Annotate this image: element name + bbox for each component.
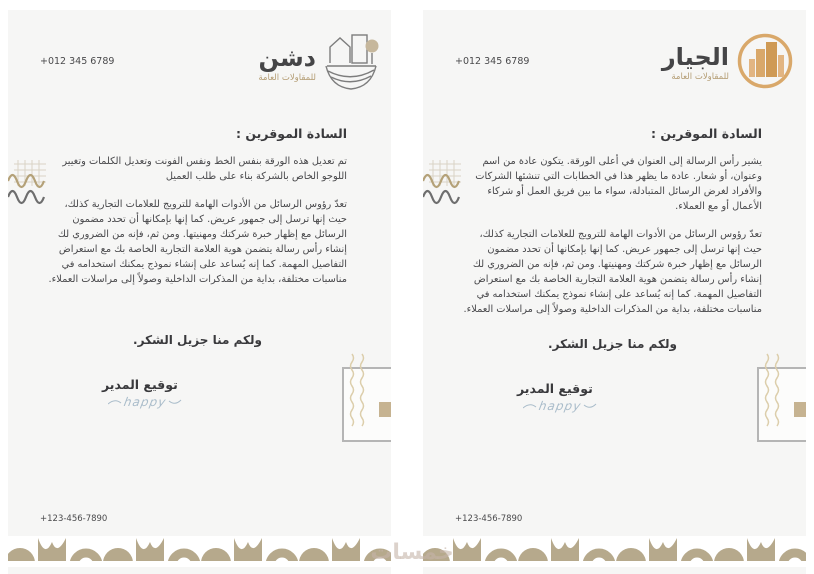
signature-flourish-icon <box>168 398 182 406</box>
signature-flourish-icon <box>523 402 537 410</box>
khamsat-watermark: خمسات <box>370 540 454 565</box>
signature-flourish-icon <box>108 398 122 406</box>
aljayar-logo-icon <box>736 32 794 94</box>
bottom-pattern <box>8 536 391 567</box>
dashen-logo-icon <box>323 32 379 96</box>
brand-name: الجيار <box>661 43 729 72</box>
greeting-line: السادة الموقرين : <box>651 126 762 141</box>
footer-phone: +123-456-7890 <box>40 514 108 524</box>
signature-flourish-icon <box>583 402 597 410</box>
paragraph: تم تعديل هذه الورقة بنفس الخط ونفس الفونت وتعديل الكلمات وتغيير اللوجو الخاص بالشركة بناء على طلب العميل <box>62 156 347 182</box>
letterhead-page-dashen <box>8 10 391 574</box>
brand-tagline: للمقاولات العامة <box>258 72 316 83</box>
signature-script: happy <box>537 399 583 413</box>
header-phone: +012 345 6789 <box>40 56 115 67</box>
closing-line: ولكم منا جزيل الشكر. <box>548 337 677 351</box>
paragraph: تعدّ رؤوس الرسائل من الأدوات الهامة للترويج للعلامات التجارية كذلك، حيث إنها ترسل إلى جمهور عريض. كما إنها بإمكانها أن تحدد مضمون الرسائل مع إظهار خبرة شركتك ومهنيتها. ومن ثم، فإنه من الضروري لك إنشاء رأس رسالة يتضمن هوية العلامة التجارية الخاصة بك مع استعراض التفاصيل المهمة. كما إنه يُساعد على إنشاء نموذج يمكنك استخدامه في مناسبات مختلفة، بداية من المذكرات الداخلية وصولاً إلى مراسلات العملاء. <box>48 199 347 285</box>
signature-title: توقيع المدير <box>102 377 178 392</box>
letterhead-page-aljayar <box>423 10 806 574</box>
signature-block <box>463 381 762 413</box>
closing-line: ولكم منا جزيل الشكر. <box>133 333 262 347</box>
wave-grid-decoration <box>8 160 46 208</box>
signature-block <box>48 377 347 409</box>
dashen-logo <box>258 32 379 96</box>
footer-phone: +123-456-7890 <box>455 514 523 524</box>
paragraph: يشير رأس الرسالة إلى العنوان في أعلى الورقة. يتكون عادة من اسم وعنوان، أو شعار. عادة ما يظهر هذا في الخطابات التي تنشئها الشركات والأفراد لغرض الرسائل المتبادلة، سواء ما بين فريق العمل أو شركاء الأعمال أو مع العملاء. <box>475 156 762 212</box>
brand-name: دشن <box>258 44 316 73</box>
squiggle-frame-decoration <box>744 350 806 456</box>
bottom-pattern <box>423 536 806 567</box>
greeting-line: السادة الموقرين : <box>236 126 347 141</box>
signature-title: توقيع المدير <box>517 381 593 396</box>
header-phone: +012 345 6789 <box>455 56 530 67</box>
squiggle-frame-decoration <box>329 350 391 456</box>
aljayar-logo <box>662 32 794 94</box>
wave-grid-decoration <box>423 160 461 208</box>
paragraph: تعدّ رؤوس الرسائل من الأدوات الهامة للترويج للعلامات التجارية كذلك، حيث إنها ترسل إلى جمهور عريض. كما إنها بإمكانها أن تحدد مضمون الرسائل مع إظهار خبرة شركتك ومهنيتها. ومن ثم، فإنه من الضروري لك إنشاء رأس رسالة يتضمن هوية العلامة التجارية الخاصة بك مع استعراض التفاصيل المهمة. كما إنه يُساعد على إنشاء نموذج يمكنك استخدامه في مناسبات مختلفة، بداية من المذكرات الداخلية وصولاً إلى مراسلات العملاء. <box>463 229 762 315</box>
signature-script: happy <box>122 395 168 409</box>
brand-tagline: للمقاولات العامة <box>671 71 729 82</box>
